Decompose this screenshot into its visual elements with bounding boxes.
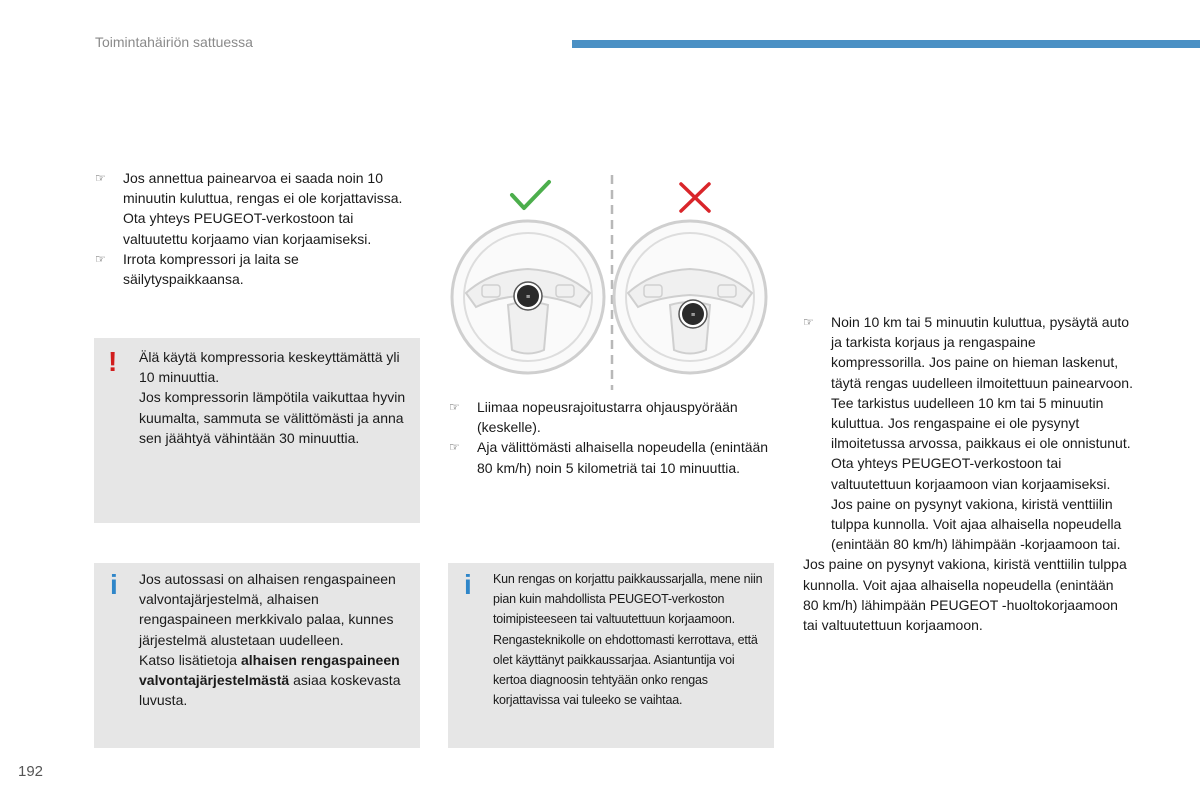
- right-column: [803, 312, 1133, 635]
- header-accent-bar: [572, 40, 1200, 48]
- left-bullet-list: [95, 168, 405, 289]
- list-item: [803, 312, 1133, 554]
- page-number: 192: [18, 763, 44, 780]
- info-tpms-prefix: Katso lisätietoja: [139, 651, 238, 668]
- pointer-icon: ☞: [95, 251, 106, 266]
- list-item: [449, 437, 774, 477]
- list-item-text: Noin 10 km tai 5 minuutin kuluttua, pysäytä auto ja tarkista korjaus ja rengaspaine kompressorilla. Jos paine on hieman laskenut, täytä rengas uudelleen ilmoitettuun painearvoon. Tee tarkistus uudelleen 10 km tai 5 minuutin kuluttua. Jos rengaspaine ei ole pysynyt ilmoitetussa arvossa, paikkaus ei ole onnistunut. Ota yhteys PEUGEOT-verkostoon tai valtuutettuun korjaamoon vian korjaamiseksi. Jos paine on pysynyt vakiona, kiristä venttiilin tulppa kunnolla. Voit ajaa alhaisella nopeudella (enintään 80 km/h) lähimpään -korjaamoon tai.: [831, 314, 1133, 553]
- pointer-icon: ☞: [449, 400, 460, 414]
- svg-text:≡: ≡: [525, 294, 531, 301]
- warning-text: [139, 347, 414, 448]
- info-repair-paragraph-1: Kun rengas on korjattu paikkaussarjalla, mene niin pian kuin mahdollista PEUGEOT-verkoston toimipisteeseen tai valtuutettuun korjaamoon.: [493, 572, 763, 627]
- middle-bullet-list: [449, 397, 774, 478]
- info-repair-text: [493, 569, 765, 710]
- list-item-text: Irrota kompressori ja laita se säilytyspaikkaansa.: [123, 250, 299, 288]
- cross-icon: [681, 184, 709, 211]
- info-tpms-paragraph-2: [139, 650, 414, 711]
- pointer-icon: ☞: [95, 171, 106, 185]
- pointer-icon: ☞: [449, 440, 460, 455]
- info-tpms-link: alhaisen rengaspaineen valvontajärjestelmästä: [139, 651, 400, 689]
- list-item-text: Jos annettua painearvoa ei saada noin 10 minuutin kuluttua, rengas ei ole korjattavissa. Ota yhteys PEUGEOT-verkostoon tai valtuutettu korjaamo vian korjaamiseksi.: [123, 170, 403, 247]
- pointer-icon: ☞: [803, 315, 814, 329]
- steering-wheel-correct: [452, 221, 604, 373]
- list-item: [95, 249, 405, 289]
- steering-wheel-figure: [450, 175, 775, 390]
- warning-line-2: Jos kompressorin lämpötila vaikuttaa hyvin kuumalta, sammuta se välittömästi ja anna sen jäähtyä vähintään 30 minuuttia.: [139, 389, 406, 446]
- list-item-text: Liimaa nopeusrajoitustarra ohjauspyörään (keskelle).: [477, 399, 738, 436]
- info-tpms-text: [139, 569, 414, 710]
- list-item: [95, 168, 405, 249]
- warning-line-1: Älä käytä kompressoria keskeyttämättä yli 10 minuuttia.: [139, 349, 400, 386]
- info-repair-paragraph-2: Rengasteknikolle on ehdottomasti kerrottava, että olet käyttänyt paikkaussarjaa. Asiantuntija voi kertoa diagnoosin tehtyään onko rengas korjattavissa vai tuleeko se vaihtaa.: [493, 632, 758, 708]
- info-tpms-suffix: asiaa koskevasta luvusta.: [139, 672, 401, 709]
- check-icon: [512, 182, 549, 208]
- list-item: [449, 397, 774, 437]
- right-paragraph: Jos paine on pysynyt vakiona, kiristä venttiilin tulppa kunnolla. Voit ajaa alhaisella nopeudella (enintään 80 km/h) lähimpään PEUGEOT -huoltokorjaamoon tai valtuutettuun korjaamoon.: [803, 556, 1127, 634]
- section-title: Toimintahäiriön sattuessa: [95, 34, 253, 50]
- steering-wheel-wrong: [614, 221, 766, 373]
- info-tpms-paragraph-1: Jos autossasi on alhaisen rengaspaineen valvontajärjestelmä, alhaisen rengaspaineen merkkivalo palaa, kunnes järjestelmä alustetaan uudelleen.: [139, 571, 396, 648]
- exclamation-icon: !: [108, 346, 118, 377]
- info-icon: i: [110, 569, 118, 600]
- list-item-text: Aja välittömästi alhaisella nopeudella (enintään 80 km/h) noin 5 kilometriä tai 10 minuuttia.: [477, 439, 769, 476]
- svg-text:≡: ≡: [690, 312, 696, 319]
- info-icon: i: [464, 569, 472, 600]
